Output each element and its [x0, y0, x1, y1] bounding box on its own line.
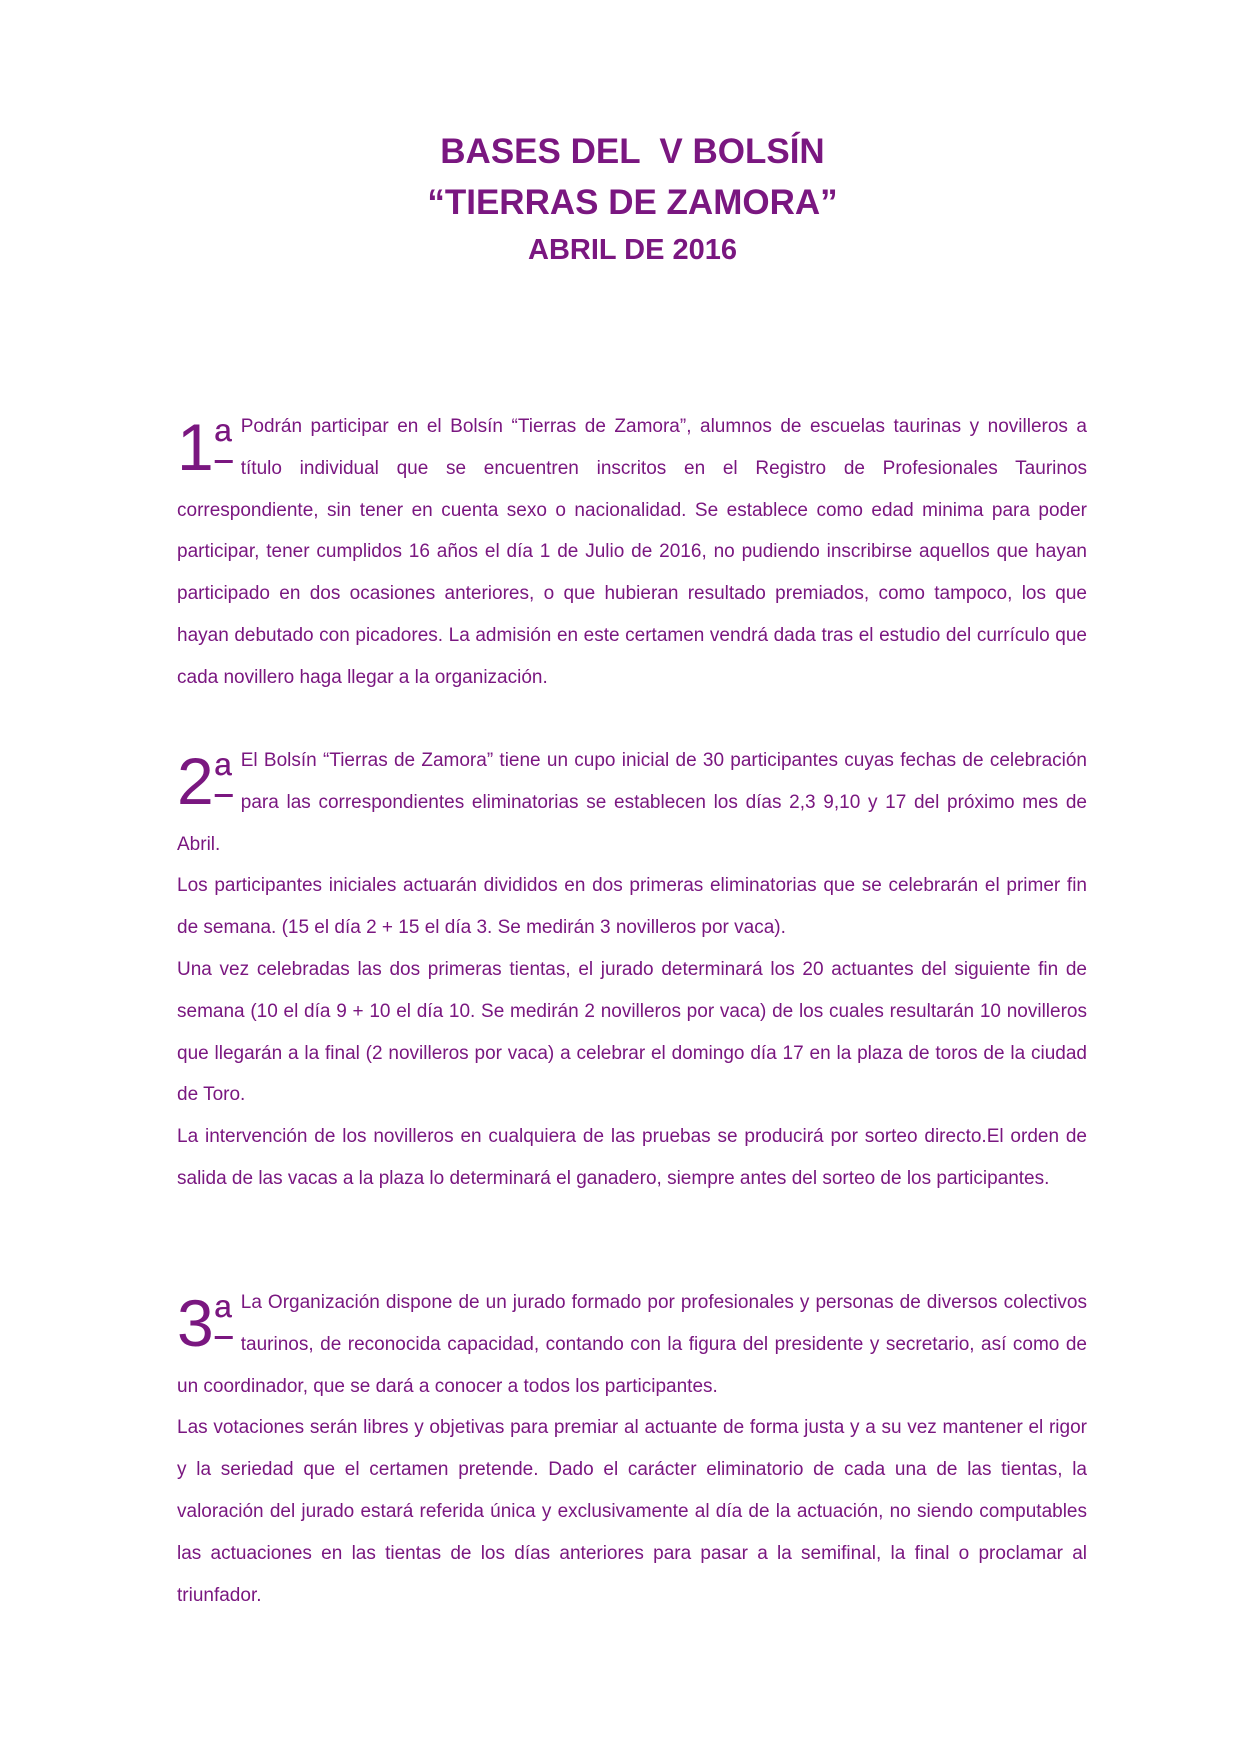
clause-2	[177, 740, 1087, 1200]
clause-2-number: $2^ª$	[177, 744, 233, 818]
clause-1	[177, 406, 1087, 699]
title-line-1: BASES DEL V BOLSÍN	[440, 132, 825, 171]
clause-3-paragraph-2: Las votaciones serán libres y objetivas para premiar al actuante de forma justa y a su vez mantener el rigor y la seriedad que el certamen pretende. Dado el carácter eliminatorio de cada una de las tientas, la valoración del jurado estará referida única y exclusivamente al día de la actuación, no siendo computables las actuaciones en las tientas de los días anteriores para pasar a la semifinal, la final o proclamar al triunfador.	[177, 1417, 1087, 1606]
clause-3-number: $3^ª$	[177, 1286, 233, 1360]
clause-1-number: $1^ª$	[177, 410, 233, 484]
clause-3	[177, 1282, 1087, 1616]
clause-3-paragraph-1: La Organización dispone de un jurado formado por profesionales y personas de diversos colectivos taurinos, de reconocida capacidad, contando con la figura del presidente y secretario, así como de un coordinador, que se dará a conocer a todos los participantes.	[177, 1292, 1087, 1397]
clause-2-paragraph-3: Una vez celebradas las dos primeras tientas, el jurado determinará los 20 actuantes del siguiente fin de semana (10 el día 9 + 10 el día 10. Se medirán 2 novilleros por vaca) de los cuales resultarán 10 novilleros que llegarán a la final (2 novilleros por vaca) a celebrar el domingo día 17 en la plaza de toros de la ciudad de Toro.	[177, 958, 1087, 1106]
title-line-3: ABRIL DE 2016	[528, 234, 737, 266]
document-title	[0, 126, 1240, 270]
clause-2-paragraph-2: Los participantes iniciales actuarán divididos en dos primeras eliminatorias que se celebrarán el primer fin de semana. (15 el día 2 + 15 el día 3. Se medirán 3 novilleros por vaca).	[177, 875, 1087, 939]
clause-2-paragraph-4: La intervención de los novilleros en cualquiera de las pruebas se producirá por sorteo directo.El orden de salida de las vacas a la plaza lo determinará el ganadero, siempre antes del sorteo de los participantes.	[177, 1126, 1087, 1189]
clause-1-paragraph-1: Podrán participar en el Bolsín “Tierras de Zamora”, alumnos de escuelas taurinas y novilleros a título individual que se encuentren inscritos en el Registro de Profesionales Taurinos correspondiente, sin tener en cuenta sexo o nacionalidad. Se establece como edad minima para poder participar, tener cumplidos 16 años el día 1 de Julio de 2016, no pudiendo inscribirse aquellos que hayan participado en dos ocasiones anteriores, o que hubieran resultado premiados, como tampoco, los que hayan debutado con picadores. La admisión en este certamen vendrá dada tras el estudio del currículo que cada novillero haga llegar a la organización.	[177, 416, 1087, 688]
title-line-2: “TIERRAS DE ZAMORA”	[427, 183, 838, 222]
clause-2-paragraph-1: El Bolsín “Tierras de Zamora” tiene un cupo inicial de 30 participantes cuyas fechas de celebración para las correspondientes eliminatorias se establecen los días 2,3 9,10 y 17 del próximo mes de Abril.	[177, 750, 1087, 855]
